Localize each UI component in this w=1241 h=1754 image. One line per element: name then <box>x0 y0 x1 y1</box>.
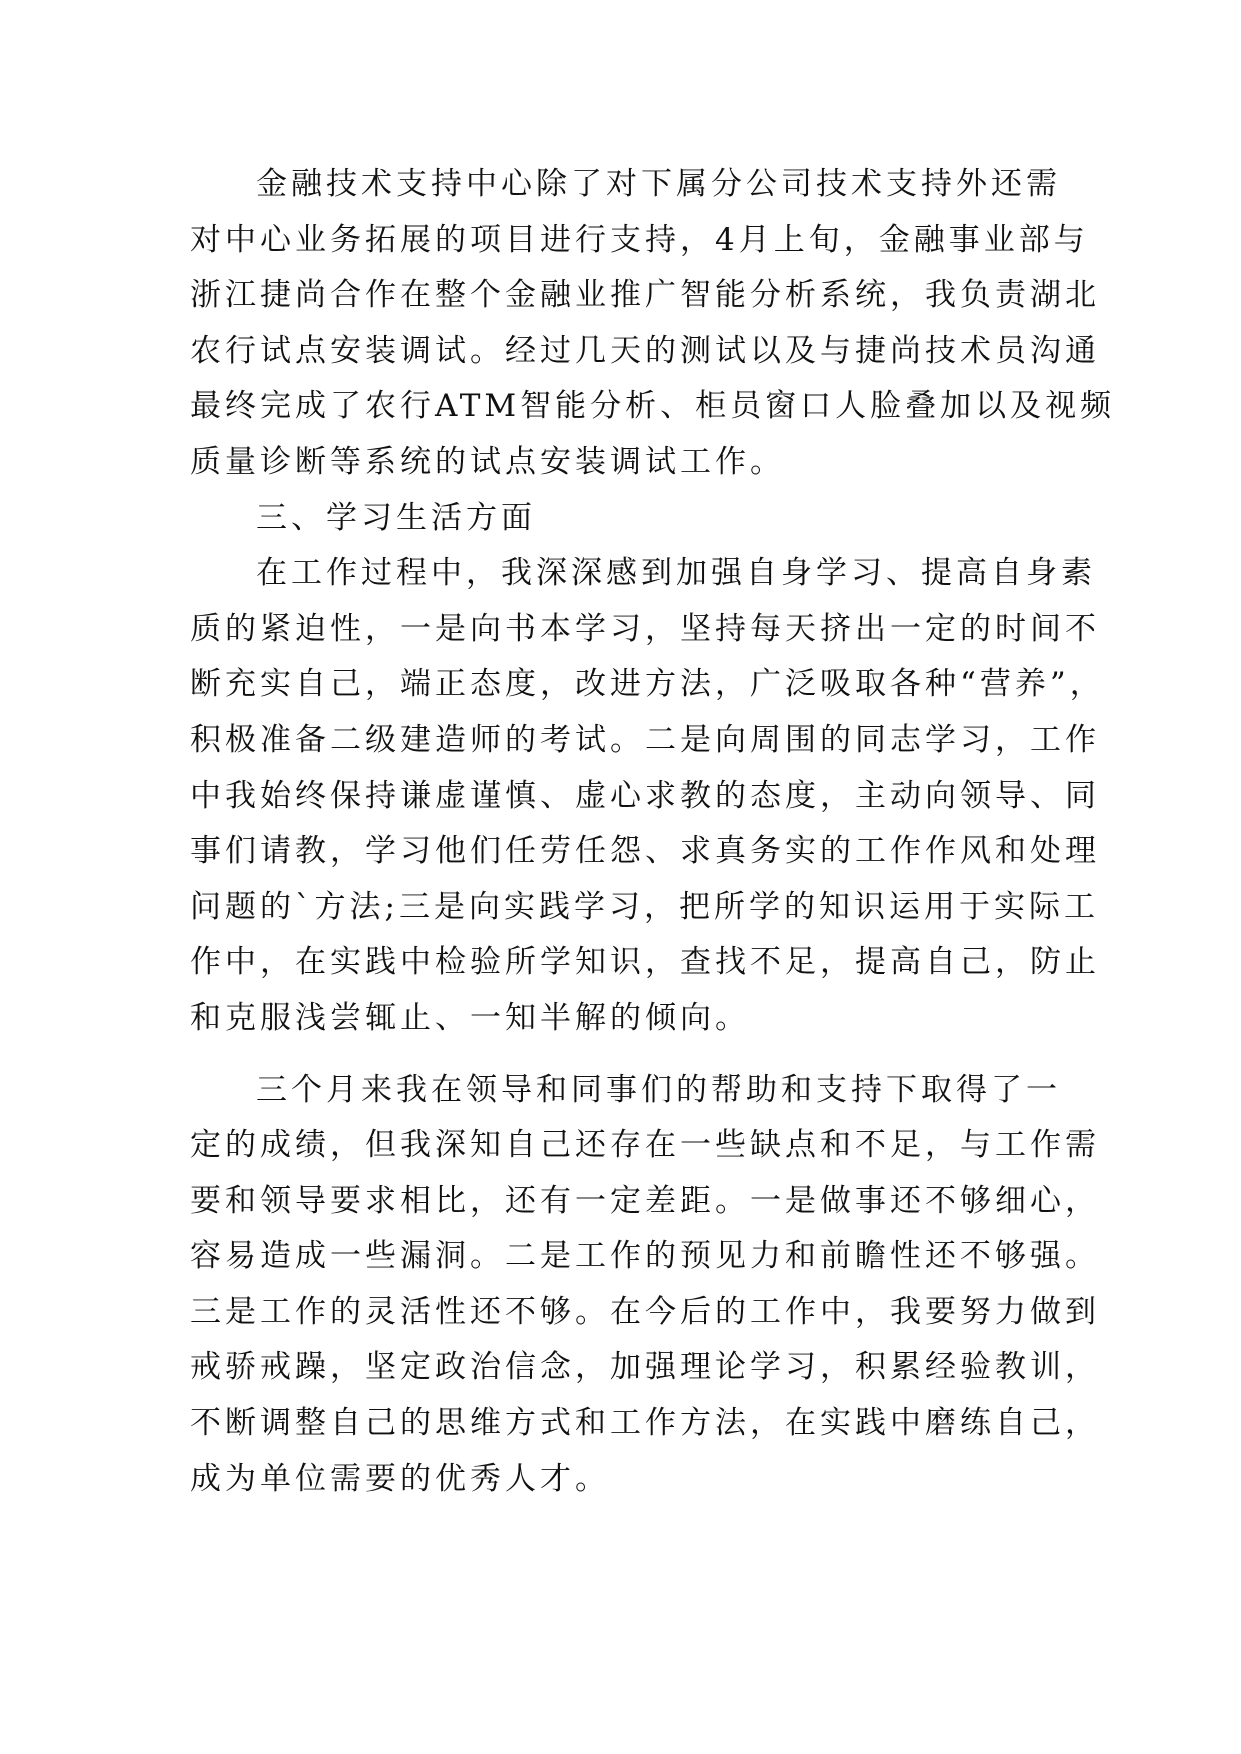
text-line: 问题的`方法;三是向实践学习，把所学的知识运用于实际工 <box>190 888 1099 925</box>
text-line: 要和领导要求相比，还有一定差距。一是做事还不够细心， <box>190 1182 1100 1219</box>
paragraph-gap <box>190 1047 1080 1063</box>
text-line: 质的紧迫性，一是向书本学习，坚持每天挤出一定的时间不 <box>190 610 1100 647</box>
text-line: 定的成绩，但我深知自己还存在一些缺点和不足，与工作需 <box>190 1127 1100 1164</box>
text-line: 金融技术支持中心除了对下属分公司技术支持外还需 <box>256 166 1061 202</box>
paragraph-summary <box>190 1063 1100 1508</box>
text-line: 浙江捷尚合作在整个金融业推广智能分析系统，我负责湖北 <box>190 277 1100 314</box>
text-line: 质量诊断等系统的试点安装调试工作。 <box>190 443 785 480</box>
section-heading: 三、学习生活方面 <box>256 499 536 536</box>
text-line: 对中心业务拓展的项目进行支持，4月上旬，金融事业部与 <box>190 221 1089 258</box>
text-line: 最终完成了农行ATM智能分析、柜员窗口人脸叠加以及视频 <box>190 388 1116 425</box>
text-line: 戒骄戒躁，坚定政治信念，加强理论学习，积累经验教训， <box>190 1349 1100 1386</box>
text-line: 三是工作的灵活性还不够。在今后的工作中，我要努力做到 <box>190 1293 1100 1330</box>
text-line: 农行试点安装调试。经过几天的测试以及与捷尚技术员沟通 <box>190 332 1100 369</box>
document-body <box>190 157 1116 1507</box>
text-line: 容易造成一些漏洞。二是工作的预见力和前瞻性还不够强。 <box>190 1238 1100 1275</box>
text-line: 事们请教，学习他们任劳任怨、求真务实的工作作风和处理 <box>190 833 1100 870</box>
text-line: 在工作过程中，我深深感到加强自身学习、提高自身素 <box>256 555 1096 592</box>
text-line: 不断调整自己的思维方式和工作方法，在实践中磨练自己， <box>190 1405 1100 1442</box>
text-line: 和克服浅尝辄止、一知半解的倾向。 <box>190 999 750 1036</box>
section-heading-study-life <box>190 491 1080 547</box>
text-line: 作中，在实践中检验所学知识，查找不足，提高自己，防止 <box>190 944 1100 981</box>
text-line: 成为单位需要的优秀人才。 <box>190 1460 610 1497</box>
paragraph-learning <box>190 546 1105 1046</box>
text-line: 中我始终保持谦虚谨慎、虚心求教的态度，主动向领导、同 <box>190 777 1100 814</box>
text-line: 断充实自己，端正态度，改进方法，广泛吸取各种“营养”， <box>190 666 1105 703</box>
text-line: 三个月来我在领导和同事们的帮助和支持下取得了一 <box>256 1071 1061 1108</box>
paragraph-financial-support <box>190 157 1116 491</box>
text-line: 积极准备二级建造师的考试。二是向周围的同志学习，工作 <box>190 721 1100 758</box>
